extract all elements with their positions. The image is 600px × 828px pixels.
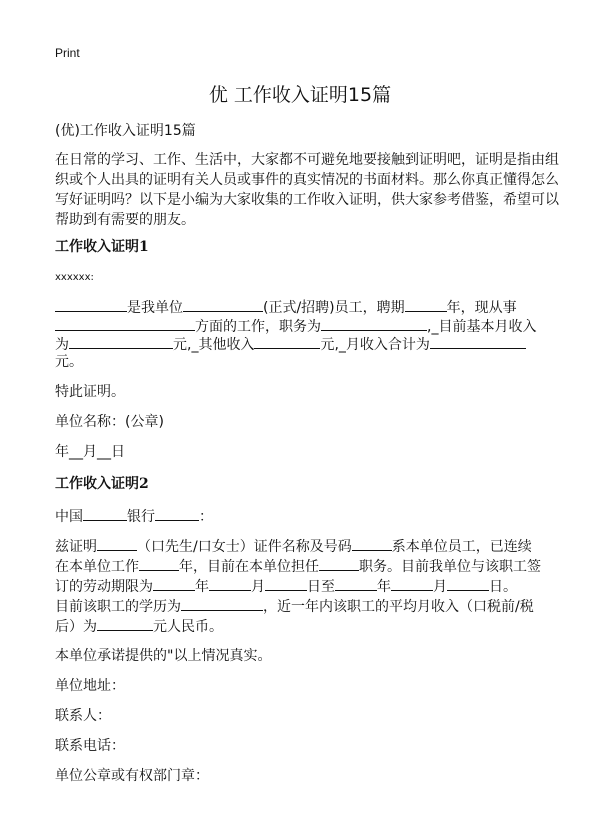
section2-contact: 联系人： <box>55 708 111 724</box>
section1-heading: 工作收入证明1 <box>55 239 149 255</box>
text-segment: 元,_其他收入 <box>173 337 255 353</box>
blank-line <box>181 596 263 611</box>
text-segment: 在本单位工作 <box>55 559 139 575</box>
text-segment: 银行 <box>127 509 155 525</box>
blank-line <box>321 316 427 331</box>
text-segment: 职务。目前我单位与该职工签 <box>359 559 541 575</box>
text-segment: 方面的工作，职务为 <box>195 319 321 335</box>
text-segment: 系本单位员工，已连续 <box>391 539 532 555</box>
text-segment: 年，目前在本单位担任 <box>179 559 319 575</box>
blank-line <box>55 316 195 331</box>
intro-line-2: 织或个人出具的证明有关人员或事件的真实情况的书面材料。那么你真正懂得怎么 <box>55 172 559 188</box>
text-segment: 月 <box>251 579 265 595</box>
blank-line <box>319 556 359 571</box>
section1-unit-name: 单位名称：(公章) <box>55 414 164 430</box>
section2-body-line-2 <box>55 556 555 577</box>
section2-heading: 工作收入证明2 <box>55 476 149 492</box>
text-segment: 目前该职工的学历为 <box>55 599 181 615</box>
blank-line <box>430 334 526 349</box>
text-segment: 后）为 <box>55 619 97 635</box>
text-segment: （口先生/口女士）证件名称及号码 <box>137 539 352 555</box>
text-segment: 是我单位 <box>127 300 183 316</box>
document-title: 优 工作收入证明15篇 <box>208 84 392 106</box>
section1-body-line-4: 元。 <box>55 354 83 370</box>
text-segment: 元人民币。 <box>153 619 223 635</box>
blank-line <box>254 334 320 349</box>
blank-line <box>83 506 127 521</box>
blank-line <box>55 297 127 312</box>
text-segment: 日。 <box>489 579 517 595</box>
section2-bank-line <box>55 506 555 527</box>
section2-body-line-3 <box>55 576 555 597</box>
text-segment: 为 <box>55 337 69 353</box>
blank-line <box>335 576 377 591</box>
text-segment: 订的劳动期限为 <box>55 579 153 595</box>
intro-line-1: 在日常的学习、工作、生活中，大家都不可避免地要接触到证明吧，证明是指由组 <box>55 152 559 168</box>
text-segment: 中国 <box>55 509 83 525</box>
blank-line <box>155 506 199 521</box>
section2-promise: 本单位承诺提供的"以上情况真实。 <box>55 648 272 664</box>
blank-line <box>391 576 433 591</box>
text-segment: ： <box>199 509 213 525</box>
blank-line <box>69 334 173 349</box>
intro-line-3: 写好证明吗？以下是小编为大家收集的工作收入证明，供大家参考借鉴，希望可以 <box>55 192 559 208</box>
blank-line <box>139 556 179 571</box>
section1-date: 年__月__日 <box>55 444 125 460</box>
document-subtitle: (优)工作收入证明15篇 <box>55 123 196 139</box>
text-segment: ,_目前基本月收入 <box>427 319 537 335</box>
blank-line <box>447 576 489 591</box>
section1-body-line-1 <box>55 297 555 318</box>
text-segment: 日至 <box>307 579 335 595</box>
blank-line <box>265 576 307 591</box>
blank-line <box>183 297 263 312</box>
blank-line <box>97 536 137 551</box>
section2-body-line-1 <box>55 536 555 557</box>
text-segment: 年，现从事 <box>446 300 517 316</box>
print-label: Print <box>55 46 80 60</box>
blank-line <box>209 576 251 591</box>
text-segment: 兹证明 <box>55 539 97 555</box>
section2-phone: 联系电话： <box>55 738 125 754</box>
section2-seal: 单位公章或有权部门章： <box>55 768 209 784</box>
section2-body-line-4 <box>55 596 555 617</box>
text-segment: 年 <box>377 579 391 595</box>
text-segment: (正式/招聘)员工，聘期 <box>263 300 405 316</box>
section1-certify: 特此证明。 <box>55 384 125 400</box>
section1-addressee: xxxxxx: <box>55 272 94 283</box>
text-segment: 年 <box>195 579 209 595</box>
blank-line <box>352 536 392 551</box>
blank-line <box>153 576 195 591</box>
section2-address: 单位地址： <box>55 678 125 694</box>
text-segment: 元,_月收入合计为 <box>320 337 430 353</box>
intro-line-4: 帮助到有需要的朋友。 <box>55 212 195 228</box>
text-segment: 月 <box>433 579 447 595</box>
blank-line <box>405 297 447 312</box>
blank-line <box>97 616 153 631</box>
text-segment: ，近一年内该职工的平均月收入（口税前/税 <box>263 599 534 615</box>
section2-body-line-5 <box>55 616 555 637</box>
